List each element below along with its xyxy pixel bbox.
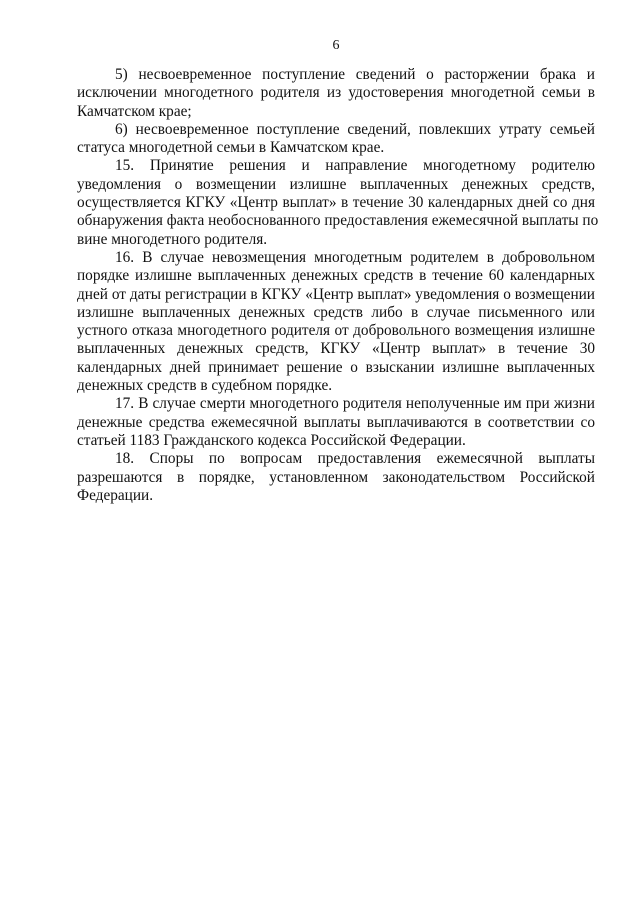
text-line: порядке излишне выплаченных денежных средств в течение 60 календарных	[77, 267, 595, 285]
text-line: выплаченных денежных средств, КГКУ «Центр выплат» в течение 30	[77, 340, 595, 358]
text-line: денежные средства ежемесячной выплаты выплачиваются в соответствии со	[77, 413, 595, 431]
text-line: устного отказа многодетного родителя от добровольного возмещения излишне	[77, 322, 595, 340]
paragraph-clause-17	[77, 395, 595, 450]
text-line: Федерации.	[77, 486, 154, 504]
text-line: 6) несвоевременное поступление сведений, повлекших утрату семьей	[115, 120, 595, 138]
paragraph-item-5	[77, 66, 595, 121]
text-line: вине многодетного родителя.	[77, 230, 268, 248]
text-line: 15. Принятие решения и направление многодетному родителю	[115, 157, 595, 175]
text-line: статьей 1183 Гражданского кодекса Российской Федерации.	[77, 431, 466, 449]
text-line: дней от даты регистрации в КГКУ «Центр выплат» уведомления о возмещении	[77, 285, 595, 303]
document-body	[77, 66, 599, 505]
text-line: осуществляется КГКУ «Центр выплат» в течение 30 календарных дней со дня	[77, 194, 595, 212]
paragraph-clause-16	[77, 249, 595, 395]
paragraph-item-6	[77, 121, 595, 158]
text-line: денежных средств в судебном порядке.	[77, 377, 333, 395]
text-line: излишне выплаченных денежных средств либо в случае письменного или	[77, 303, 595, 321]
page-number: 6	[332, 38, 340, 53]
paragraph-clause-15	[77, 157, 599, 248]
text-line: календарных дней принимает решение о взыскании излишне выплаченных	[77, 358, 595, 376]
text-line: статуса многодетной семьи в Камчатском крае.	[77, 139, 385, 157]
text-line: 5) несвоевременное поступление сведений о расторжении брака и	[115, 66, 595, 83]
text-line: 17. В случае смерти многодетного родителя неполученные им при жизни	[115, 395, 595, 413]
text-line: исключении многодетного родителя из удостоверения многодетной семьи в	[77, 84, 595, 102]
text-line: разрешаются в порядке, установленном законодательством Российской	[77, 468, 595, 486]
text-line: уведомления о возмещении излишне выплаченных денежных средств,	[77, 175, 595, 193]
paragraph-clause-18	[77, 450, 595, 505]
text-line: 16. В случае невозмещения многодетным родителем в добровольном	[115, 248, 595, 266]
text-line: Камчатском крае;	[77, 102, 192, 120]
text-line: обнаружения факта необоснованного предоставления ежемесячной выплаты по	[77, 212, 599, 230]
text-line: 18. Споры по вопросам предоставления ежемесячной выплаты	[115, 450, 595, 468]
